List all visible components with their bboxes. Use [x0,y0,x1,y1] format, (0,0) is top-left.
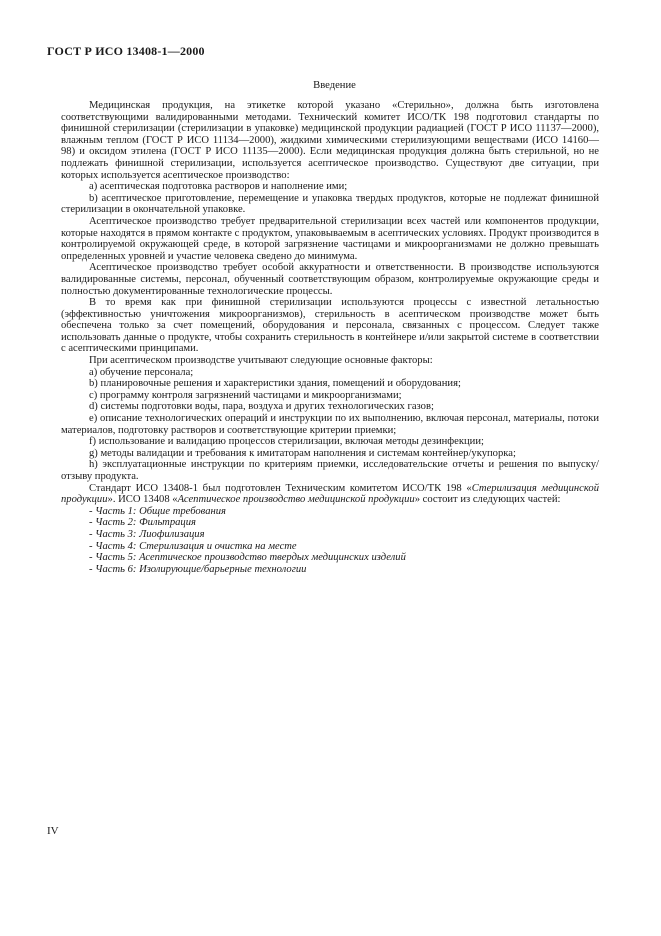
list-item: d) системы подготовки воды, пара, воздуха и других технологических газов; [89,401,434,413]
text-run: ». ИСО 13408 « [107,494,178,506]
list-item: a) асептическая подготовка растворов и наполнение ими; [89,181,348,193]
paragraph: Асептическое производство требует особой аккуратности и ответственности. В производстве используются валидированные системы, персонал, обученный соответствующим образом, контролируемые окружающие среды и полностью документированные технологические процессы. [61,262,599,297]
list-item: f) использование и валидацию процессов стерилизации, включая методы дезинфекции; [89,436,484,448]
list-item: - Часть 4: Стерилизация и очистка на месте [89,540,297,552]
list-item: - Часть 5: Асептическое производство твердых медицинских изделий [89,552,406,564]
list-item: - Часть 3: Лиофилизация [89,528,205,540]
italic-title: Стерилизация медицинской продукции [61,482,599,506]
paragraph: При асептическом производстве учитывают следующие основные факторы: [89,355,433,367]
list-item: - Часть 1: Общие требования [89,505,226,517]
list-item: h) эксплуатационные инструкции по критериям приемки, исследовательские отчеты и решения по выпуску/отзыву продукта. [61,459,599,482]
list-item: b) асептическое приготовление, перемещение и упаковка твердых продуктов, которые не подлежат финишной стерилизации в окончательной упаковке. [61,192,599,216]
page-number: IV [47,825,59,837]
italic-title: Асептическое производство медицинской продукции [177,494,415,506]
paragraph: В то время как при финишной стерилизации используются процессы с известной летальностью (эффективностью уничтожения микроорганизмов), стерильность в асептическом производстве может быть обеспечена только за счет помещений, оборудования и персонала, связанных с процессом. Следует также использовать данные о продукте, чтобы сохранить стерильность в контейнере и/или закрытой системе в соответствии с асептическими принципами. [61,297,599,355]
list-item: g) методы валидации и требования к имитаторам наполнения и системам контейнер/укупорка; [89,447,516,459]
parts-list [61,506,599,576]
list-item: a) обучение персонала; [89,366,194,378]
list-item: e) описание технологических операций и инструкции по их выполнению, включая персонал, материалы, потоки материалов, подготовку растворов и соответствующие критерии приемки; [61,413,599,436]
paragraph: Асептическое производство требует предварительной стерилизации всех частей или компонентов продукции, которые находятся в прямом контакте с продуктом, упаковываемым в асептических условиях. Продукт производится в контролируемой окружающей среде, в которой загрязнение частицами и микроорганизмами не должно превышать определенных уровней и участие человека сведено до минимума. [61,215,599,262]
list-item: b) планировочные решения и характеристики здания, помещений и оборудования; [89,378,461,390]
list-item: - Часть 6: Изолирующие/барьерные технологии [89,563,307,575]
list-item: - Часть 2: Фильтрация [89,517,196,529]
document-body [61,100,599,575]
text-run: » состоит из следующих частей: [414,494,561,506]
document-header: ГОСТ Р ИСО 13408-1—2000 [47,44,205,58]
paragraph [61,483,599,506]
list-item: c) программу контроля загрязнений частицами и микроорганизмами; [89,389,402,401]
paragraph: Медицинская продукция, на этикетке которой указано «Стерильно», должна быть изготовлена соответствующими валидированными методами. Технический комитет ИСО/ТК 198 подготовил стандарты по финишной стерилизации (стерилизации в упаковке) медицинской продукции радиацией (ГОСТ Р ИСО 11137—2000), влажным теплом (ГОСТ Р ИСО 11134—2000), жидкими химическими стерилизующими веществами (ИСО 14160—98) и оксидом этилена (ГОСТ Р ИСО 11135—2000). Если медицинская продукция должна быть стерильной, но не подлежать финишной стерилизации, используется асептическое производство. Существуют две ситуации, при которых используется асептическое производство: [61,100,599,181]
text-run: Стандарт ИСО 13408-1 был подготовлен Техническим комитетом ИСО/ТК 198 « [89,482,472,494]
section-title: Введение [313,80,356,91]
